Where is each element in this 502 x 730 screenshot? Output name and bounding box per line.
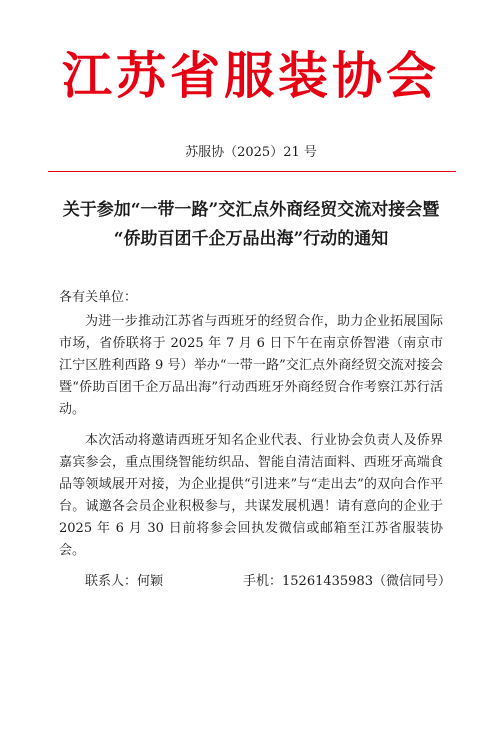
body-paragraph-1: 为进一步推动江苏省与西班牙的经贸合作，助力企业拓展国际市场，省侨联将于 2025 年 7 月 6 日下午在南京侨智港（南京市江宁区胜利西路 9 号）举办“一带一路”交汇点外商经贸交流对接会暨“侨助百团千企万品出海”行动西班牙外商经贸合作考察江苏行活动。	[59, 314, 443, 417]
salutation: 各有关单位：	[59, 290, 138, 305]
notice-title	[40, 196, 462, 254]
document-number: 苏服协（2025）21 号	[185, 145, 317, 160]
notice-body	[59, 287, 451, 593]
body-paragraph-2: 本次活动将邀请西班牙知名企业代表、行业协会负责人及侨界嘉宾参会，重点围绕智能纺织品、智能自清洁面料、西班牙高端食品等领域展开对接，为企业提供“引进来”与“走出去”的双向合作平台。诚邀各会员企业积极参与，共谋发展机遇！请有意向的企业于 2025 年 6 月 30 日前将参会回执发微信或邮箱至江苏省服装协会。	[59, 433, 443, 558]
letterhead-divider	[48, 171, 456, 172]
notice-title-line-1: 关于参加“一带一路”交汇点外商经贸交流对接会暨	[62, 200, 440, 220]
notice-title-line-2: “侨助百团千企万品出海”行动的通知	[113, 229, 389, 249]
org-letterhead-title: 江苏省服装协会	[62, 46, 440, 105]
contact-line	[59, 571, 451, 593]
contact-person: 联系人：何颖	[85, 574, 164, 589]
contact-phone: 手机：15261435983（微信同号）	[243, 574, 451, 589]
